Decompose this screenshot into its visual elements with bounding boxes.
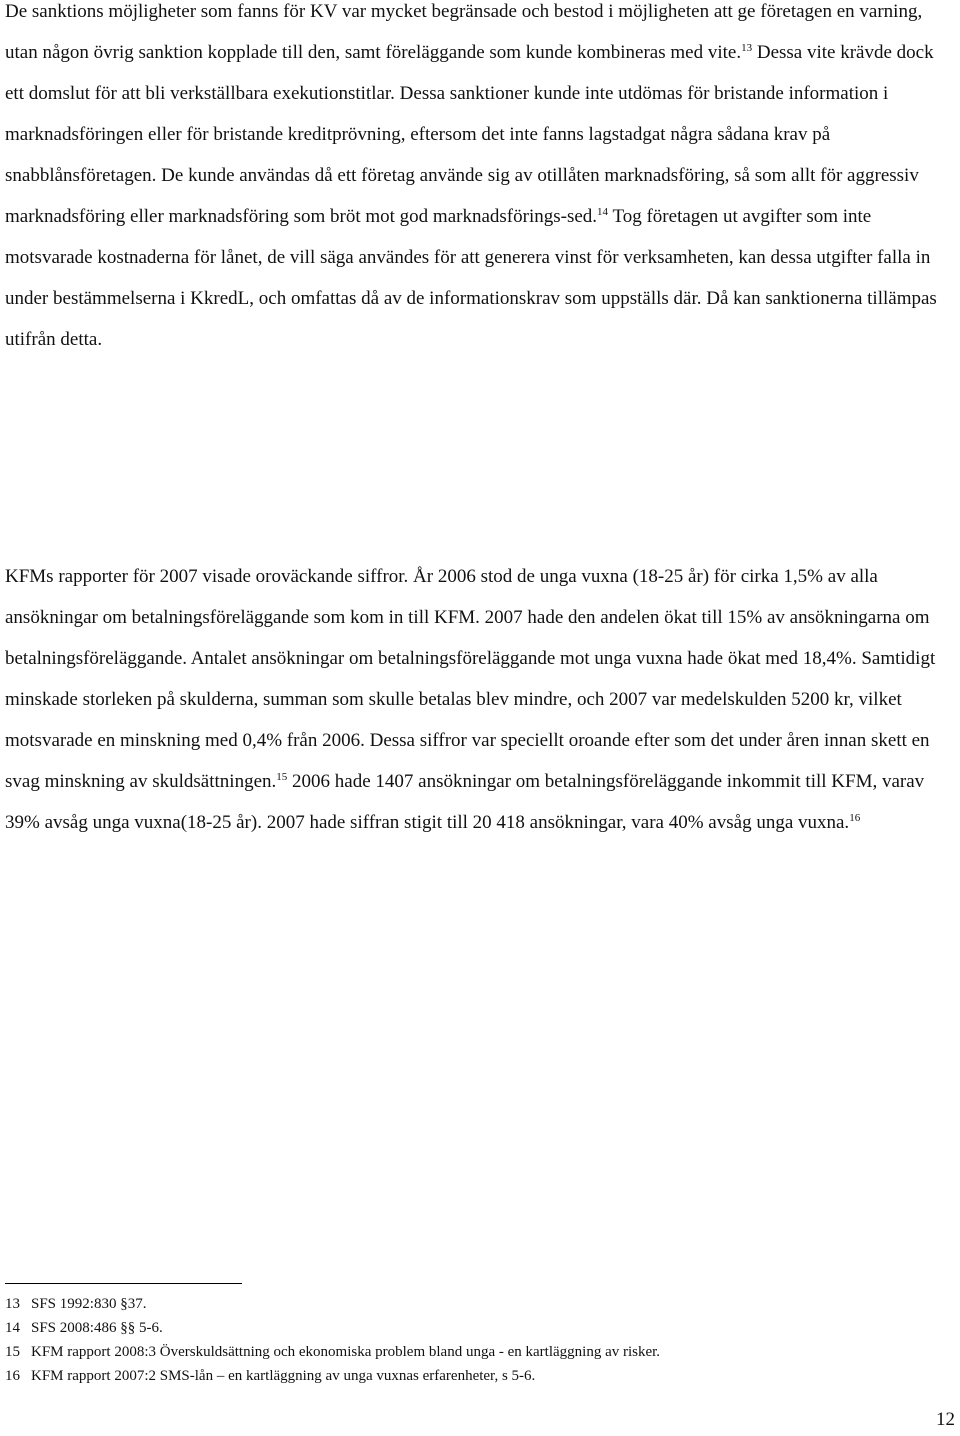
footnote-number: 14 bbox=[5, 1320, 20, 1336]
footnote-number: 16 bbox=[5, 1368, 20, 1384]
footnote-number: 13 bbox=[5, 1296, 20, 1312]
paragraph-text: Tog företagen ut avgifter som inte motsvarade kostnaderna för lånet, de vill säga användes för att generera vinst för verksamheten, kan dessa utgifter falla in under bestämmelserna i KkredL, och omfattas då av de informationskrav som uppställs där. Då kan sanktionerna tillämpas utifrån detta. bbox=[5, 206, 937, 350]
paragraph-text: KFMs rapporter för 2007 visade oroväckande siffror. År 2006 stod de unga vuxna (18-25 år) för cirka 1,5% av alla ansökningar om betalningsföreläggande som kom in till KFM. 2007 hade den andelen ökat till 15% av ansökningarna om betalningsföreläggande. Antalet ansökningar om betalningsföreläggande mot unga vuxna hade ökat med 18,4%. Samtidigt minskade storleken på skulderna, summan som skulle betalas blev mindre, och 2007 var medelskulden 5200 kr, vilket motsvarade en minskning med 0,4% från 2006. Dessa siffror var speciellt oroande efter som det under åren innan skett en svag minskning av skuldsättningen. bbox=[5, 566, 936, 792]
paragraph-text: De sanktions möjligheter som fanns för KV var mycket begränsade och bestod i möjligheten att ge företagen en varning, utan någon övrig sanktion kopplade till den, samt föreläggande som kunde kombineras med vite. bbox=[5, 1, 923, 63]
section-heading bbox=[5, 478, 15, 518]
footnote-text: SFS 2008:486 §§ 5-6. bbox=[31, 1320, 163, 1336]
footnote-separator bbox=[5, 1283, 242, 1284]
footnote-reference[interactable]: 16 bbox=[849, 812, 861, 824]
footnote-reference[interactable]: 14 bbox=[597, 206, 609, 218]
paragraph-text: Dessa vite krävde dock ett domslut för att bli verkställbara exekutionstitlar. Dessa sanktioner kunde inte utdömas för bristande information i marknadsföringen eller för bristande kreditprövning, eftersom det inte fanns lagstadgat några sådana krav på snabblånsföretagen. De kunde användas då ett företag använde sig av otillåten marknadsföring, så som allt för aggressiv marknadsföring eller marknadsföring som bröt mot god marknadsförings-sed. bbox=[5, 42, 934, 227]
footnote-text: KFM rapport 2008:3 Överskuldsättning och ekonomiska problem bland unga - en kartläggning av risker. bbox=[31, 1344, 661, 1360]
body-paragraph bbox=[5, 556, 955, 843]
page-number: 12 bbox=[936, 1409, 955, 1430]
footnote bbox=[5, 1364, 660, 1388]
footnote-text: SFS 1992:830 §37. bbox=[31, 1296, 147, 1312]
footnote bbox=[5, 1316, 660, 1340]
footnote-number: 15 bbox=[5, 1344, 20, 1360]
footnote-text: KFM rapport 2007:2 SMS-lån – en kartläggning av unga vuxnas erfarenheter, s 5-6. bbox=[31, 1368, 536, 1384]
body-paragraph bbox=[5, 0, 955, 360]
footnote bbox=[5, 1292, 660, 1316]
footnote bbox=[5, 1340, 660, 1364]
footnote-list bbox=[5, 1292, 660, 1388]
footnote-reference[interactable]: 15 bbox=[276, 771, 288, 783]
paragraph-text: 2006 hade 1407 ansökningar om betalningsföreläggande inkommit till KFM, varav 39% avsåg unga vuxna(18-25 år). 2007 hade siffran stigit till 20 418 ansökningar, vara 40% avsåg unga vuxna. bbox=[5, 771, 925, 833]
footnote-reference[interactable]: 13 bbox=[741, 42, 753, 54]
